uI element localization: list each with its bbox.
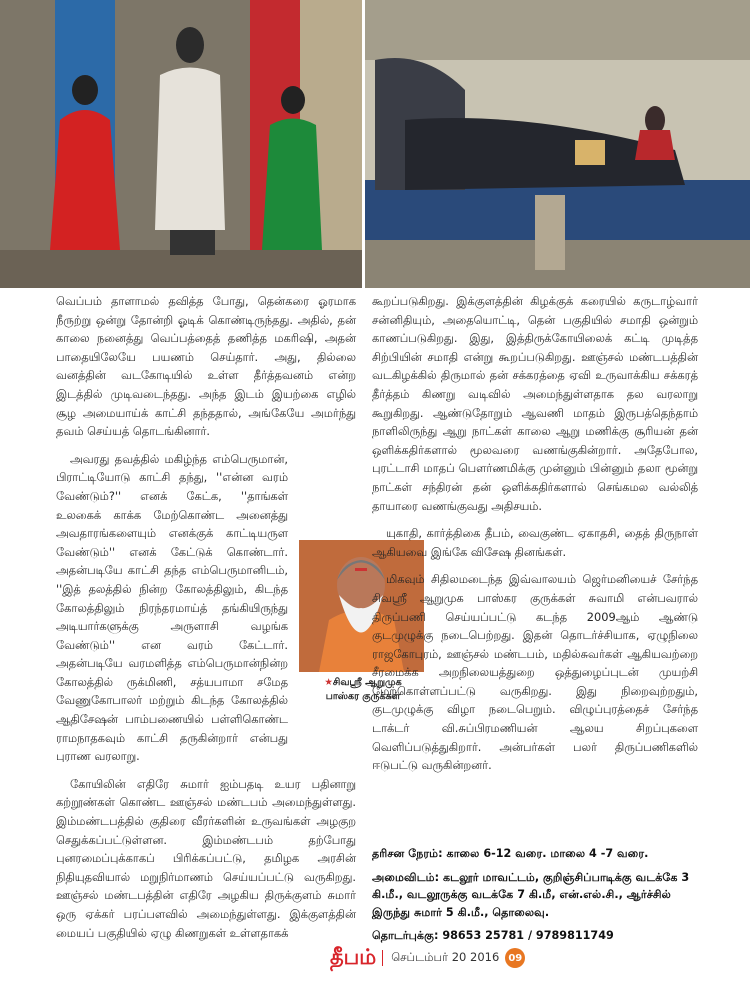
paragraph: அவரது தவத்தில் மகிழ்ந்த எம்பெருமான், பிராட்டியோடு காட்சி தந்து, ''என்ன வரம் வேண்டும்?'' எனக் கேட்க, ''தாங்கள் உலகைக் காக்க மேற்கொண்ட அனைத்து அவதாரங்களையும் எனக்குக் காட்டியருள வேண்டும்'' எனக் கேட்டுக் கொண்டார். அதன்படியே காட்சி தந்த எம்பெருமானிடம், ''இத் தலத்தில் நின்ற கோலத்திலும், கிடந்த கோலத்திலும் நிரந்தரமாய்த் தங்கியிருந்து அடியார்களுக்கு அருளாசி வழங்க வேண்டும்'' என வரம் கேட்டார். அதன்படியே வரமளித்த எம்பெருமான்நின்ற கோலத்தில் ருக்மிணி, சத்யபாமா சமேத வேணுகோபாலர் மற்றும் கிடந்த கோலத்தில் ஆதிசேஷன் பாம்பணையில் பள்ளிகொண்ட ராமநாதகவும் காட்சி தருகின்றார் என்பது புராண வரலாறு. [56, 451, 288, 764]
darshan-timing: தரிசன நேரம்: காலை 6-12 வரை. மாலை 4 -7 வரை. [372, 847, 649, 860]
paragraph: கூறப்படுகிறது. இக்குளத்தின் கிழக்குக் கரையில் கருடாழ்வார் சன்னிதியும், அதையொட்டி, தென் பகுதியில் சமாதி ஒன்றும் காணப்படுகிறது. இது, இத்திருக்கோயிலைக் கட்டி முடித்த சிற்பியின் சமாதி என்று கூறப்படுகிறது. ஊஞ்சல் மண்டபத்தின் வடகிழக்கில் திருமால் தன் சக்கரத்தை ஏவி உருவாக்கிய சக்கரத் தீர்த்தம் கிணறு வடிவில் அமைந்துள்ளதாக தல வரலாறு கூறுகிறது. ஆண்டுதோறும் ஆவணி மாதம் இருபத்தெந்தாம் நாளிலிருந்து ஆறு நாட்கள் காலை ஆறு மணிக்கு சூரியன் தன் ஒளிக்கதிர்களால் மூலவரை வணங்குகின்றார். அதேபோல, புரட்டாசி மாதப் பௌர்ணமிக்கு முன்னும் பின்னும் தலா மூன்று நாட்கள் சந்திரன் தன் ஒளிக்கதிர்களால் செங்கமல வல்லித் தாயாரை வணங்குவது அதிசயம். [372, 294, 698, 513]
contact: தொடர்புக்கு: 98653 25781 / 9789811749 [372, 929, 614, 942]
paragraph: கோயிலின் எதிரே சுமார் ஐம்பதடி உயர பதினாறு கற்றூண்கள் கொண்ட ஊஞ்சல் மண்டபம் அமைந்துள்ளது. இம்மண்டபத்தில் குதிரை வீரர்களின் உருவங்கள் அழகுற செதுக்கப்பட்டுள்ளன. இம்மண்டபம் தற்போது புனரமைப்புக்காகப் பிரிக்கப்பட்டு, தமிழக அரசின் நிதியுதவியால் மறுநிர்மாணம் செய்யப்பட்டு வருகிறது. ஊஞ்சல் மண்டபத்தின் எதிரே அழகிய திருக்குளம் சுமார் ஒரு ஏக்கர் பரப்பளவில் அமைந்துள்ளது. இக்குளத்தின் மையப் பகுதியில் ஏழு கிணறுகள் உள்ளதாகக் [56, 776, 356, 940]
reclining-deity-photo [365, 0, 750, 288]
page-number: 09 [505, 948, 525, 968]
page-footer [330, 944, 525, 972]
paragraph: யுகாதி, கார்த்திகை தீபம், வைகுண்ட ஏகாதசி, தைத் திருநாள் ஆகியவை இங்கே விசேஷ தினங்கள். [372, 526, 698, 559]
paragraph: வெப்பம் தாளாமல் தவித்த போது, தென்கரை ஓரமாக நீருற்று ஒன்று தோன்றி ஓடிக் கொண்டிருந்தது. அதில், தன் காலை நனைத்து வெப்பத்தைத் தணித்த மகரிஷி, அதன் பாதையிலேயே பயணம் செய்தார். அது, தில்லை வனத்தின் வடகோடியில் உள்ள தீர்த்தவனம் என்ற இடத்தில் முடிவடைந்தது. அந்த இடம் இயற்கை எழில் சூழ அமையாய்க் காட்சி தந்ததால், அங்கேயே அமர்ந்து தவம் செய்யத் தொடங்கினார். [56, 294, 356, 439]
paragraph: மிகவும் சிதிலமடைந்த இவ்வாலயம் ஜெர்மனியைச் சேர்ந்த சிவஸ்ரீ ஆறுமுக பாஸ்கர குருக்கள் சுவாமி என்பவரால் திருப்பணி செய்யப்பட்டு கடந்த 2009ஆம் ஆண்டு குடமுழுக்கு நடைபெற்றது. இதன் தொடர்ச்சியாக, ஏழுநிலை ராஜகோபுரம், ஊஞ்சல் மண்டபம், மதில்சுவர்கள் ஆகியவற்றை சீரமைக்க அறநிலையத்துறை ஒத்துழைப்புடன் முயற்சி மேற்கொள்ளப்பட்டு வருகிறது. இது நிறைவுற்றதும், குடமுழுக்கு விழா நடைபெறும். விழுப்புரத்தைச் சேர்ந்த டாக்டர் வி.சுப்பிரமணியன் ஆலய சிறப்புகளை வெளிப்படுத்துகிறார். அன்பர்கள் பலர் திருப்பணிகளில் ஈடுபட்டு வருகின்றனர். [372, 572, 698, 773]
issue-date: செப்டம்பர் 20 2016 [382, 950, 499, 966]
magazine-logo: தீபம் [330, 944, 377, 969]
caption-line2: பாஸ்கர குருக்கள் [325, 691, 401, 702]
deity-idols-photo [0, 0, 362, 288]
right-text-column [372, 292, 698, 784]
temple-info [372, 845, 702, 951]
location: அமைவிடம்: கடலூர் மாவட்டம், குறிஞ்சிப்பாடிக்கு வடக்கே 3 கி.மீ., வடலூருக்கு வடக்கே 7 கி.மீ, என்.எல்.சி., ஆர்ச்சில் இருந்து சுமார் 5 கி.மீ., தொலைவு. [372, 870, 690, 919]
star-icon: ★ [324, 677, 333, 688]
caption-line1: சிவஸ்ரீ ஆறுமுக [332, 677, 402, 688]
